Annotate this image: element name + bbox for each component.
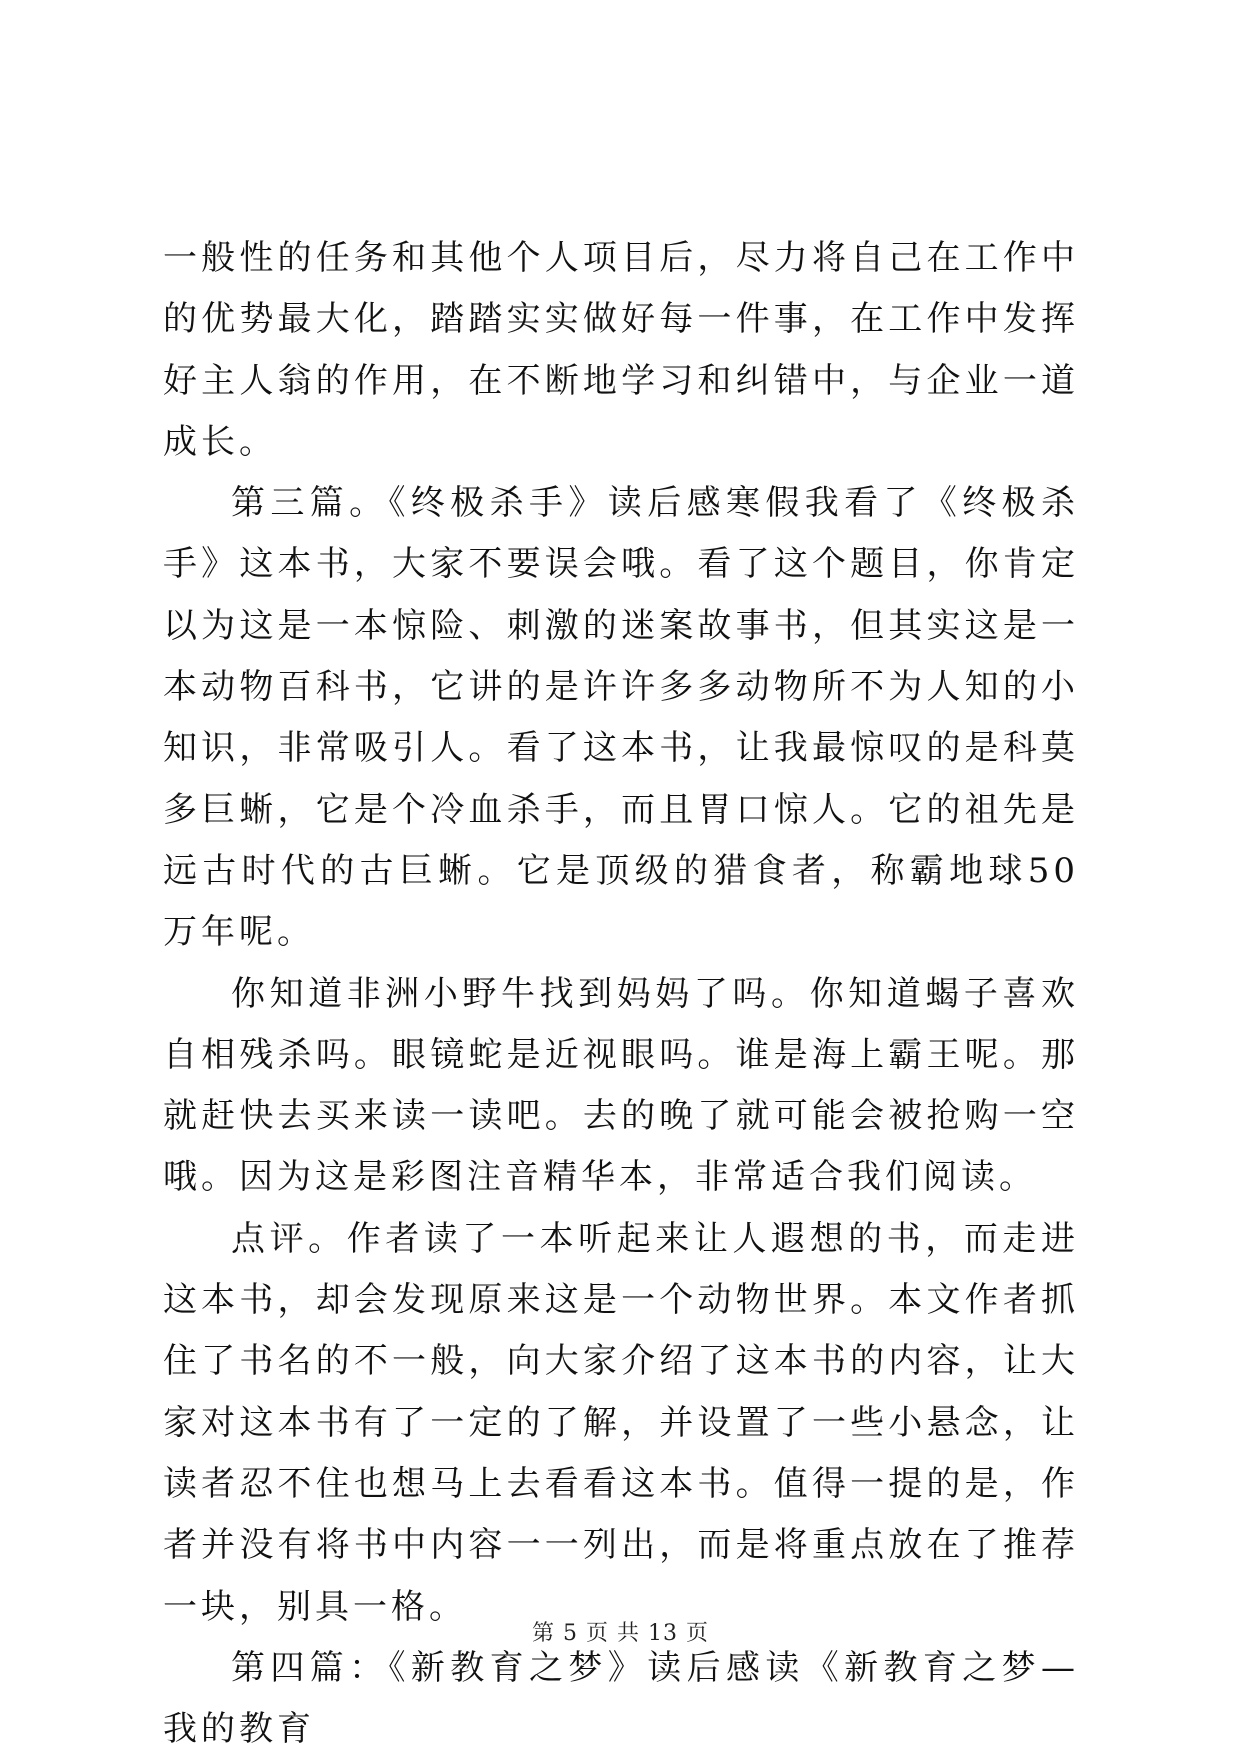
paragraph-2: 第三篇。《终极杀手》读后感寒假我看了《终极杀手》这本书，大家不要误会哦。看了这个题目，你肯定以为这是一本惊险、刺激的迷案故事书，但其实这是一本动物百科书，它讲的是许许多多动物所不为人知的小知识，非常吸引人。看了这本书，让我最惊叹的是科莫多巨蜥，它是个冷血杀手，而且胃口惊人。它的祖先是远古时代的古巨蜥。它是顶级的猎食者，称霸地球50万年呢。 [163, 483, 1079, 953]
paragraph-5: 第四篇：《新教育之梦》读后感读《新教育之梦—我的教育 [163, 1647, 1079, 1750]
paragraph-1: 一般性的任务和其他个人项目后，尽力将自己在工作中的优势最大化，踏踏实实做好每一件事，在工作中发挥好主人翁的作用，在不断地学习和纠错中，与企业一道成长。 [163, 238, 1079, 462]
page-number-label: 第 5 页 共 13 页 [532, 1621, 709, 1646]
paragraph-3: 你知道非洲小野牛找到妈妈了吗。你知道蝎子喜欢自相残杀吗。眼镜蛇是近视眼吗。谁是海上霸王呢。那就赶快去买来读一读吧。去的晚了就可能会被抢购一空哦。因为这是彩图注音精华本，非常适合我们阅读。 [163, 973, 1079, 1198]
page-footer [0, 1616, 1241, 1647]
paragraph-4: 点评。作者读了一本听起来让人遐想的书，而走进这本书，却会发现原来这是一个动物世界。本文作者抓住了书名的不一般，向大家介绍了这本书的内容，让大家对这本书有了一定的了解，并设置了一些小悬念，让读者忍不住也想马上去看看这本书。值得一提的是，作者并没有将书中内容一一列出，而是将重点放在了推荐一块，别具一格。 [163, 1218, 1079, 1627]
document-body [163, 228, 1079, 1760]
